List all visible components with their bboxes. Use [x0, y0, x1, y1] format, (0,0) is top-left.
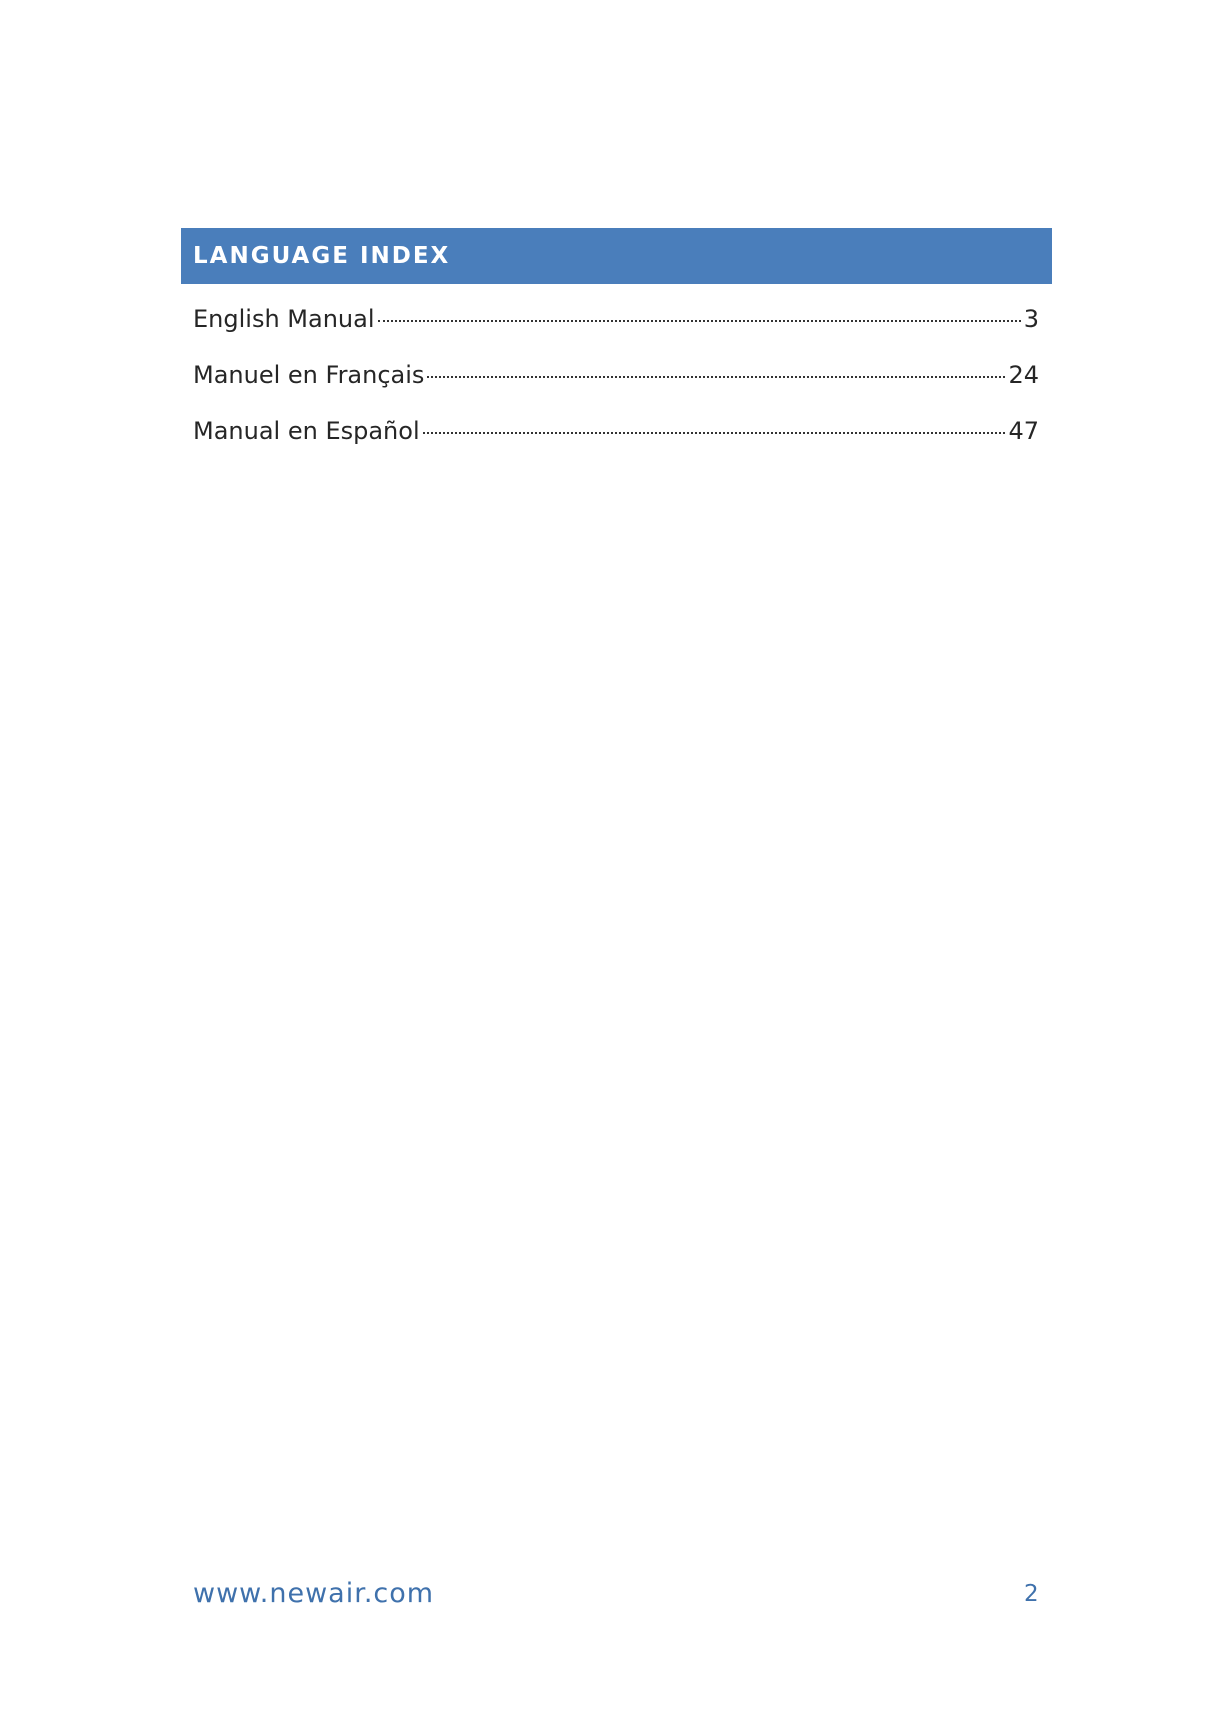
- toc-entry-page: 3: [1023, 305, 1039, 333]
- toc-entry-page: 24: [1008, 361, 1039, 389]
- language-toc-list: [193, 299, 1039, 467]
- toc-entry-label: English Manual: [193, 305, 375, 333]
- footer-website-link[interactable]: www.newair.com: [193, 1578, 435, 1609]
- toc-dot-leader: [378, 320, 1021, 322]
- footer-page-number: 2: [1024, 1581, 1039, 1607]
- toc-entry-label: Manuel en Français: [193, 361, 425, 389]
- language-index-header: [181, 228, 1052, 284]
- toc-entry-english[interactable]: [193, 299, 1039, 355]
- toc-entry-spanish[interactable]: [193, 411, 1039, 467]
- toc-dot-leader: [423, 432, 1006, 434]
- toc-dot-leader: [427, 376, 1005, 378]
- toc-entry-french[interactable]: [193, 355, 1039, 411]
- language-index-title: LANGUAGE INDEX: [193, 243, 451, 269]
- toc-entry-label: Manual en Español: [193, 417, 420, 445]
- toc-entry-page: 47: [1008, 417, 1039, 445]
